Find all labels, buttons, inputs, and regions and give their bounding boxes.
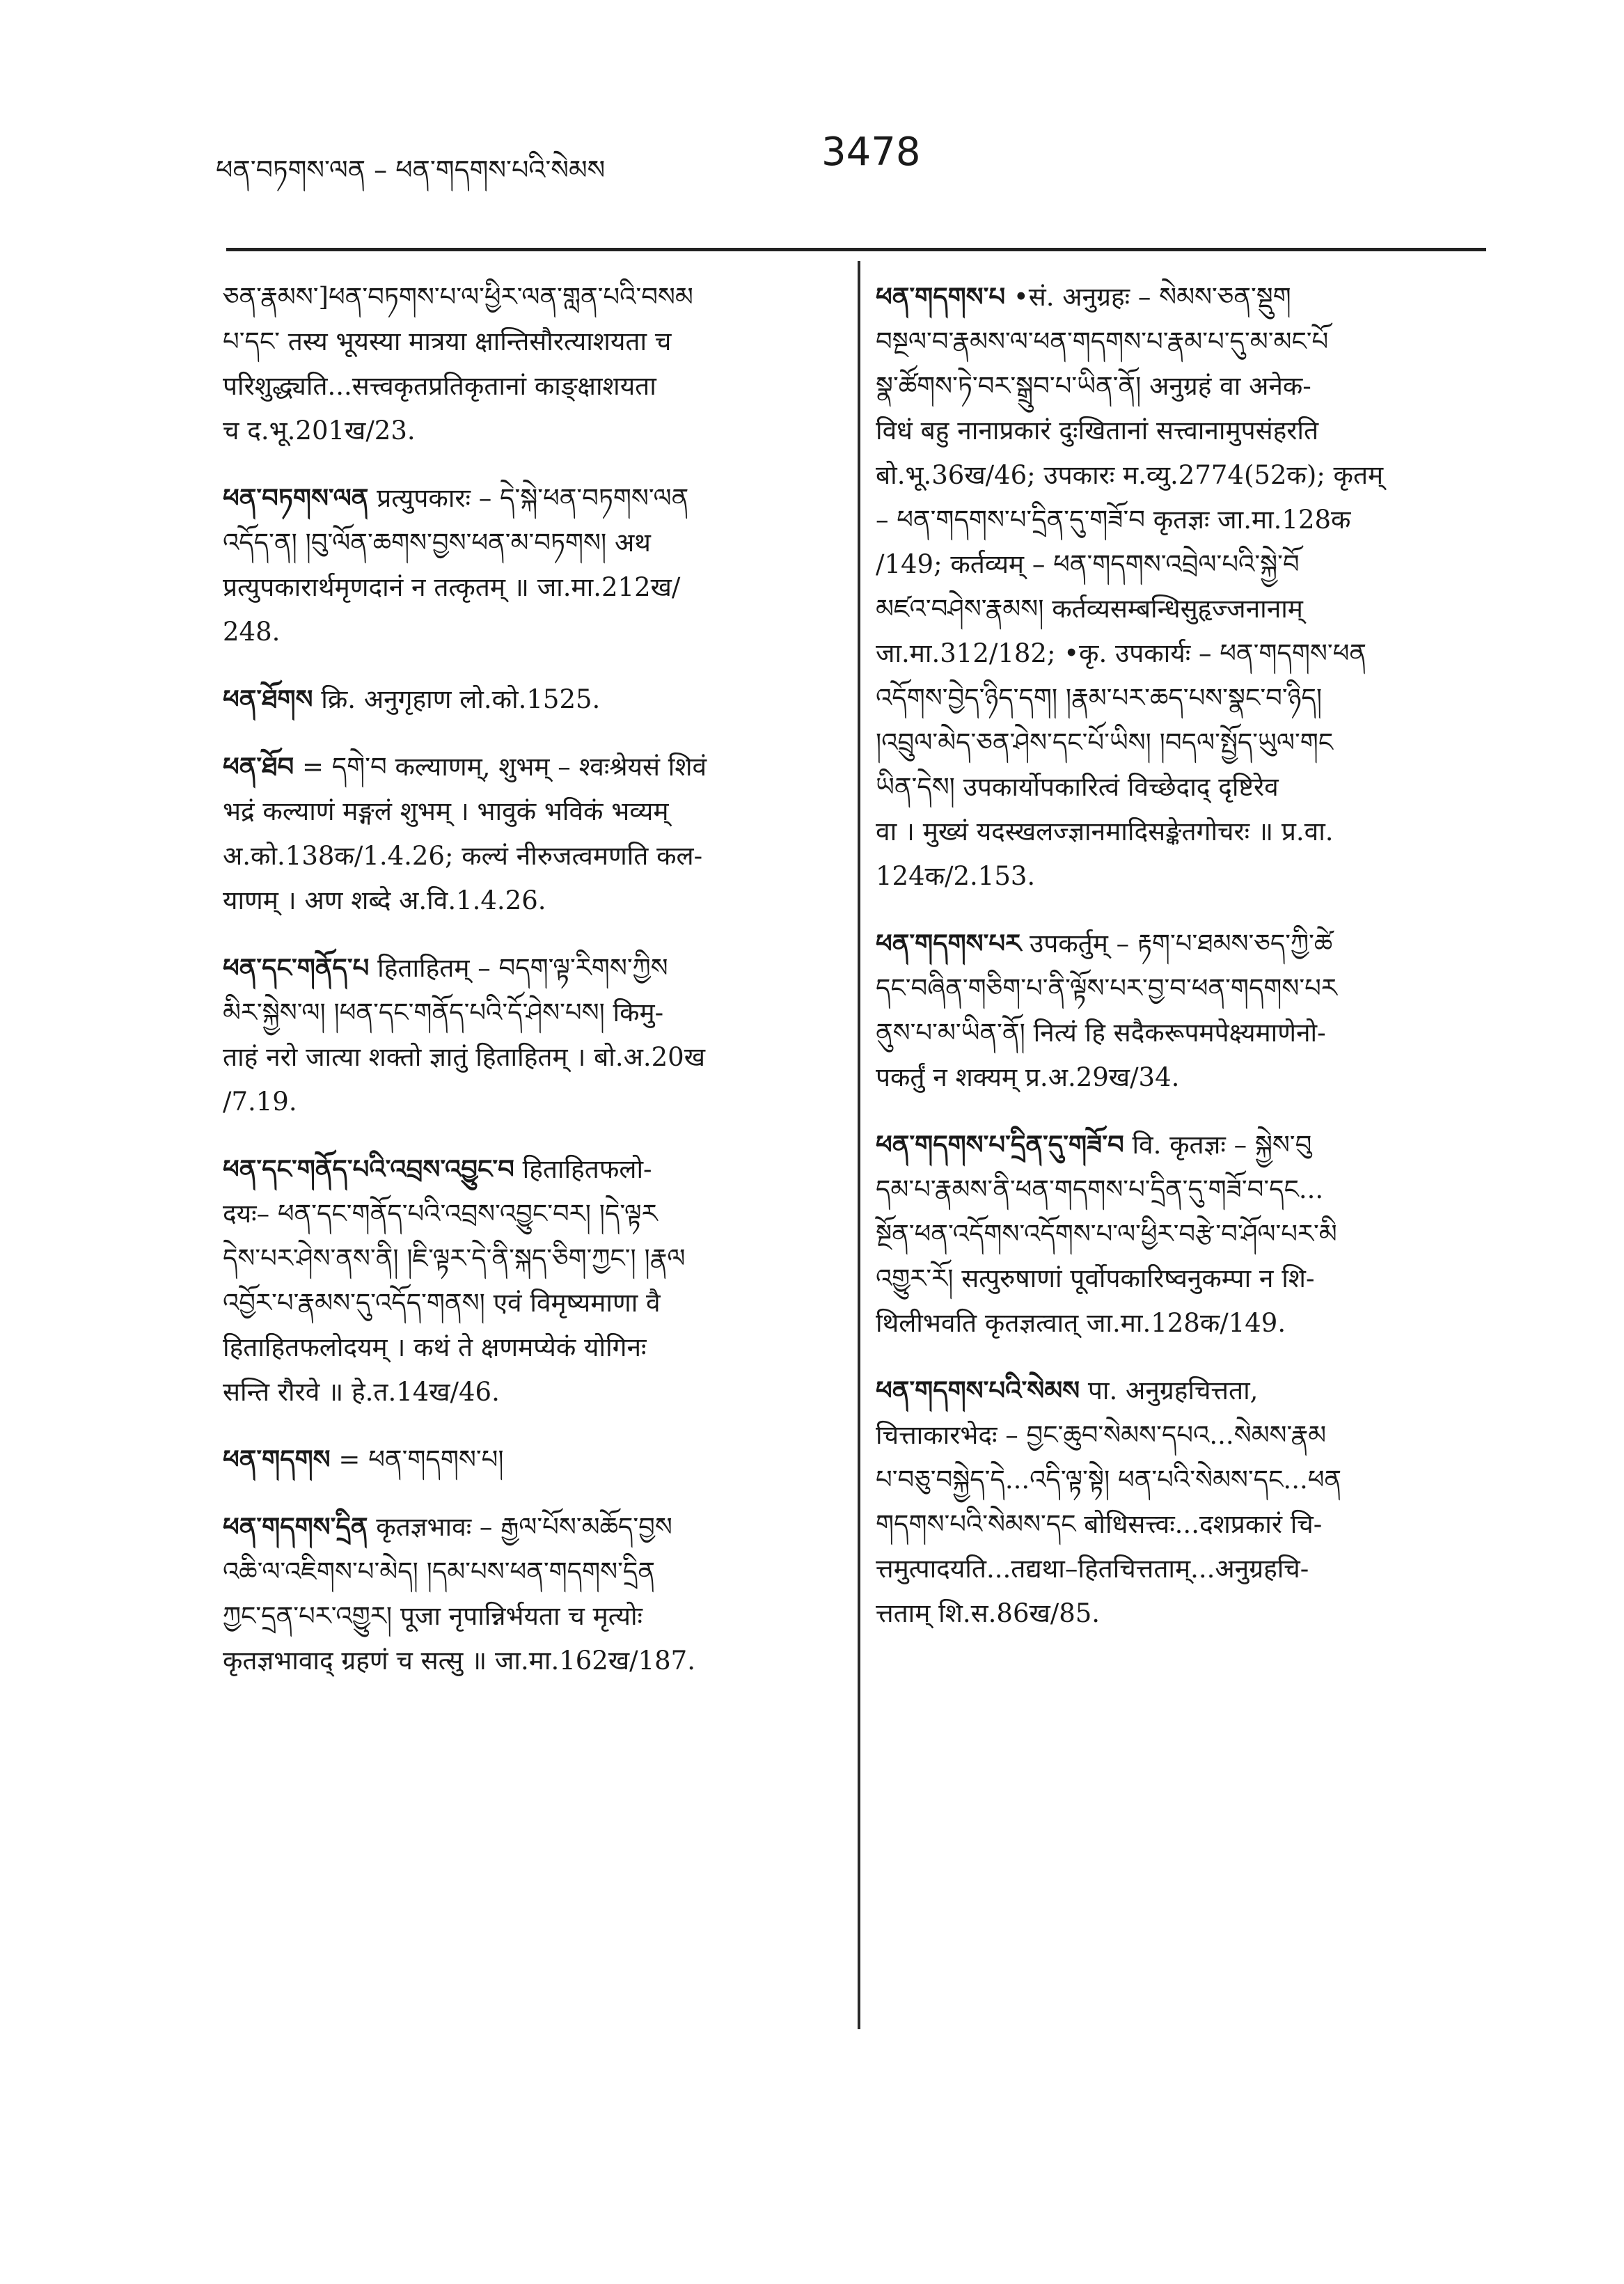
entry-body: हिताहितम् – བདག་ལྟ་རིགས་ཀྱིས མིར་སྐྱེས་ལ། །ཕན་དང་གནོད་པའི་དོ་ཤེས་པས། किमु- ताहं नरो जात्या शक्तो ज्ञातुं हिताहितम् । बो.अ.20ख /7.19. bbox=[223, 953, 705, 1117]
entry-body: •सं. अनुग्रहः – སེམས་ཅན་སྡུག བསྔལ་བ་རྣམས་ལ་ཕན་གདགས་པ་རྣམ་པ་དུ་མ་མང་པོ སྣ་ཚོགས་ཏེ་བར་སྒྲུབ་པ་ཡིན་ནོ། अनुग्रहं वा अनेक- विधं बहु नानाप्रकारं दुःखितानां सत्त्वानामुपसंहरति बो.भू.36ख/46; उपकारः म.व्यु.2774(52क); कृतम् – ཕན་གདགས་པ་དྲིན་དུ་གཟོ་བ कृतज्ञः जा.मा.128क /149; कर्तव्यम् – ཕན་གདགས་འབྲེལ་པའི་སྐྱེ་བོ མཛའ་བཤེས་རྣམས། कर्तव्यसम्बन्धिसुहृज्जनानाम् जा.मा.312/182; •कृ. उपकार्यः – ཕན་གདགས་ཕན འདོགས་བྱེད་ཉིད་དག། །རྣམ་པར་ཆད་པས་སྣང་བ་ཉིད། །འབྲུལ་མེད་ཅན་ཤེས་དང་པོ་ཡིས། །བདལ་སྤྱོད་ཡུལ་གང ཡིན་དེས། उपकार्योपकारित्वं विच्छेदाद् दृष्टिरेव वा । मुख्यं यदस्खलज्ज्ञानमादिसङ्केतगोचरः ॥ प्र.वा. 124क/2.153. bbox=[876, 282, 1384, 891]
page-header bbox=[216, 129, 1469, 185]
entry-headword: ཕན་གདགས་པའི་སེམས bbox=[876, 1375, 1080, 1405]
header-rule bbox=[226, 248, 1486, 251]
entry-body: प्रत्युपकारः – དེ་སྐེ་ཕན་བཏགས་ལན འདོད་ན། །བུ་ལོན་ཆགས་བྱས་ཕན་མ་བཏགས། अथ प्रत्युपकारार्थमृणदानं न तत्कृतम् ॥ जा.मा.212ख/ 248. bbox=[223, 483, 689, 647]
entry-headword: ཕན་གདགས་དྲིན bbox=[223, 1511, 368, 1542]
entry-body: ཅན་རྣམས་]ཕན་བཏགས་པ་ལ་ཕྱིར་ལན་གླན་པའི་བསམ པ་དང་ तस्य भूयस्या मात्रया क्षान्तिसौरत्याशयता च परिशुद्ध्यति...सत्त्वकृतप्रतिकृतानां काङ्क्षाशयता च द.भू.201ख/23. bbox=[223, 282, 693, 446]
entry-headword: ཕན་གདགས་པར bbox=[876, 928, 1022, 959]
entry-headword: ཕན་གདགས་པ་དྲིན་དུ་གཟོ་བ bbox=[876, 1129, 1124, 1160]
entry-body: उपकर्तुम् – རྟག་པ་ཐམས་ཅད་ཀྱི་ཚེ དང་བཞིན་གཅིག་པ་ནི་ལྟོས་པར་བྱ་བ་ཕན་གདགས་པར ནུས་པ་མ་ཡིན་ནོ། नित्यं हि सदैकरूपमपेक्ष्यमाणेनो- पकर्तुं न शक्यम् प्र.अ.29ख/34. bbox=[876, 929, 1337, 1092]
dictionary-entry bbox=[223, 1437, 835, 1482]
page-number: 3478 bbox=[821, 129, 921, 175]
dictionary-entry bbox=[223, 677, 835, 722]
entry-headword: ཕན་དང་གནོད་པའི་འབྲས་འབྱུང་བ bbox=[223, 1153, 514, 1184]
dictionary-entry bbox=[876, 1122, 1488, 1346]
left-column bbox=[223, 274, 835, 1706]
running-head: ཕན་བཏགས་ལན – ཕན་གདགས་པའི་སེམས bbox=[216, 155, 606, 185]
dictionary-entry bbox=[223, 475, 835, 654]
entry-body: वि. कृतज्ञः – སྐྱེས་བུ དམ་པ་རྣམས་ནི་ཕན་གདགས་པ་དྲིན་དུ་གཟོ་བ་དང... སྔོན་ཕན་འདོགས་འདོགས་པ་ལ་ཕྱིར་བརྩེ་བ་ཤོལ་པར་མི འགྱུར་རོ། सत्पुरुषाणां पूर्वोपकारिष्वनुकम्पा न शि- थिलीभवति कृतज्ञत्वात् जा.मा.128क/149. bbox=[876, 1130, 1337, 1338]
entry-body: हिताहितफलो- दयः– ཕན་དང་གནོད་པའི་འབྲས་འབྱུང་བར། །དེ་ལྟར དེས་པར་ཤེས་ནས་ནི། །ཇི་ལྟར་དེ་ནི་སྐད་ཅིག་ཀྱང་། །རྣལ འབྱོར་པ་རྣམས་དུ་འདོད་གནས། एवं विमृष्यमाणा वै हिताहितफलोदयम् । कथं ते क्षणमप्येकं योगिनः सन्ति रौरवे ॥ हे.त.14ख/46. bbox=[223, 1154, 686, 1407]
dictionary-entry bbox=[876, 274, 1488, 899]
entry-headword: ཕན་ཐོགས bbox=[223, 684, 313, 714]
entry-headword: ཕན་གདགས་པ bbox=[876, 281, 1006, 312]
dictionary-entry bbox=[223, 945, 835, 1124]
entry-headword: ཕན་བཏགས་ལན bbox=[223, 482, 369, 513]
dictionary-entry bbox=[223, 274, 835, 453]
entry-headword: ཕན་གདགས bbox=[223, 1444, 331, 1474]
entry-headword: ཕན་དང་གནོད་པ bbox=[223, 952, 370, 983]
entry-body: = ཕན་གདགས་པ། bbox=[330, 1444, 504, 1474]
entry-headword: ཕན་ཐོབ bbox=[223, 751, 294, 782]
column-divider bbox=[858, 261, 860, 2029]
dictionary-entry bbox=[223, 1504, 835, 1683]
dictionary-entry bbox=[876, 921, 1488, 1100]
right-column bbox=[876, 274, 1488, 1658]
entry-body: = དགེ་བ कल्याणम्, शुभम् – श्वःश्रेयसं शिवं भद्रं कल्याणं मङ्गलं शुभम् । भावुकं भविकं भव्यम् अ.को.138क/1.4.26; कल्यं नीरुजत्वमणति कल- याणम् । अण शब्दे अ.वि.1.4.26. bbox=[223, 752, 707, 915]
dictionary-entry bbox=[876, 1368, 1488, 1636]
entry-body: क्रि. अनुगृहाण लो.को.1525. bbox=[313, 684, 601, 714]
entry-body: पा. अनुग्रहचित्तता, चित्ताकारभेदः – བྱང་ཆུབ་སེམས་དཔའ...སེམས་རྣམ པ་བཅུ་བསྐྱེད་དེ...འདི་ལྟ་སྟེ། ཕན་པའི་སེམས་དང...ཕན གདགས་པའི་སེམས་དང बोधिसत्त्वः...दशप्रकारं चि- त्तमुत्पादयति...तद्यथा–हितचित्तताम्...अनुग्रहचि- त्तताम् शि.स.86ख/85. bbox=[876, 1376, 1342, 1628]
dictionary-entry bbox=[223, 744, 835, 923]
entry-body: कृतज्ञभावः – རྒྱལ་པོས་མཆོད་བྱས འཆི་ལ་འཇིགས་པ་མེད། །དམ་པས་ཕན་གདགས་དྲིན ཀྱང་དྲན་པར་འགྱུར། पूजा नृपान्निर्भयता च मृत्योः कृतज्ञभावाद् ग्रहणं च सत्सु ॥ जा.मा.162ख/187. bbox=[223, 1512, 695, 1676]
dictionary-entry bbox=[223, 1147, 835, 1415]
